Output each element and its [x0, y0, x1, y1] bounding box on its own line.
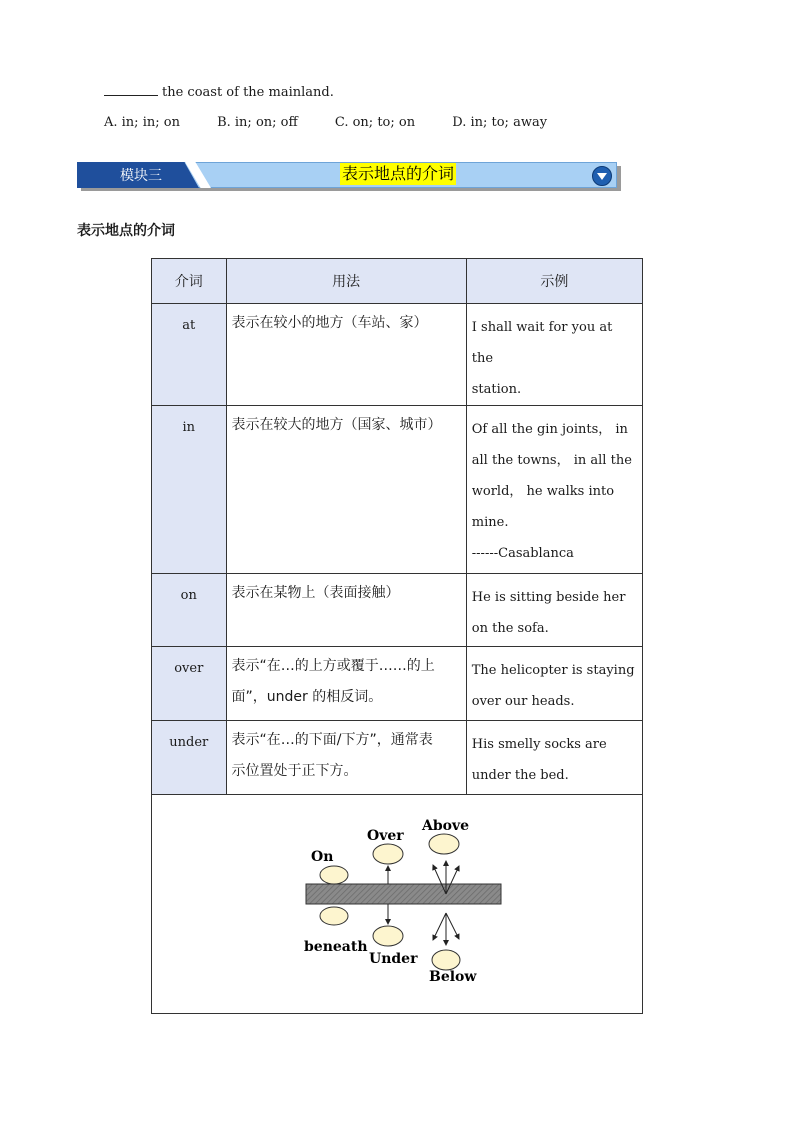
example-cell [466, 647, 642, 721]
prep-cell: on [152, 574, 227, 647]
table-row [152, 406, 643, 574]
example-line: station. [471, 382, 522, 397]
option-c[interactable]: C. on; to; on [334, 115, 416, 130]
usage-line: 表示在较大的地方（国家、城市） [231, 417, 442, 433]
answer-blank[interactable] [104, 83, 158, 96]
usage-line: 示位置处于正下方。 [231, 763, 358, 779]
example-line: on the sofa. [471, 621, 549, 636]
example-cell [466, 574, 642, 647]
example-line: Of all the gin joints， in [471, 422, 628, 437]
option-b[interactable]: B. in; on; off [217, 115, 298, 130]
example-line: I shall wait for you at the [471, 320, 613, 366]
table-row [152, 574, 643, 647]
example-line: under the bed. [471, 768, 569, 783]
prep-cell: over [152, 647, 227, 721]
diagram-row [152, 795, 643, 1014]
question-line [104, 83, 334, 100]
example-line: ------Casablanca [471, 546, 574, 561]
usage-cell [226, 406, 466, 574]
example-line: mine. [471, 515, 509, 530]
below-object [432, 950, 460, 970]
surface-bar [306, 884, 501, 904]
label-over: Over [367, 828, 404, 844]
example-cell [466, 304, 642, 406]
example-cell [466, 406, 642, 574]
example-line: all the towns， in all the [471, 453, 632, 468]
header-preposition: 介词 [152, 259, 227, 304]
option-d[interactable]: D. in; to; away [452, 115, 548, 130]
prep-cell: under [152, 721, 227, 795]
chevron-down-circle-icon[interactable] [592, 166, 612, 186]
example-line: The helicopter is staying [471, 663, 635, 678]
usage-line: 表示“在…的上方或覆于……的上 [231, 658, 435, 674]
label-on: On [311, 849, 334, 865]
usage-line: 面”，under 的相反词。 [231, 689, 383, 705]
usage-line: 表示在较小的地方（车站、家） [231, 315, 428, 331]
preposition-table [151, 258, 643, 1014]
prep-cell: at [152, 304, 227, 406]
usage-cell [226, 647, 466, 721]
table-row [152, 721, 643, 795]
example-line: He is sitting beside her [471, 590, 626, 605]
usage-cell [226, 574, 466, 647]
prep-cell: in [152, 406, 227, 574]
label-below: Below [429, 969, 477, 985]
question-text: the coast of the mainland. [162, 85, 334, 100]
option-a[interactable]: A. in; in; on [104, 115, 180, 130]
module-label: 模块三 [120, 168, 162, 184]
on-object [320, 866, 348, 884]
example-cell [466, 721, 642, 795]
label-beneath: beneath [304, 939, 368, 955]
banner-title: 表示地点的介词 [342, 164, 455, 183]
below-arrow-3 [446, 913, 459, 939]
label-under: Under [369, 951, 418, 967]
beneath-object [320, 907, 348, 925]
module-banner [77, 162, 617, 192]
usage-line: 表示在某物上（表面接触） [231, 585, 400, 601]
under-object [373, 926, 403, 946]
over-object [373, 844, 403, 864]
usage-cell [226, 721, 466, 795]
above-object [429, 834, 459, 854]
preposition-diagram [152, 795, 642, 1013]
diagram-cell [152, 795, 643, 1014]
usage-line: 表示“在…的下面/下方”，通常表 [231, 732, 433, 748]
example-line: over our heads. [471, 694, 575, 709]
example-line: world， he walks into [471, 484, 615, 499]
example-line: His smelly socks are [471, 737, 607, 752]
table-row [152, 304, 643, 406]
below-arrow-1 [433, 913, 446, 940]
usage-cell [226, 304, 466, 406]
header-example: 示例 [466, 259, 642, 304]
section-heading: 表示地点的介词 [77, 223, 175, 239]
table-header-row [152, 259, 643, 304]
label-above: Above [422, 818, 470, 834]
answer-options [104, 115, 580, 130]
table-row [152, 647, 643, 721]
header-usage: 用法 [226, 259, 466, 304]
